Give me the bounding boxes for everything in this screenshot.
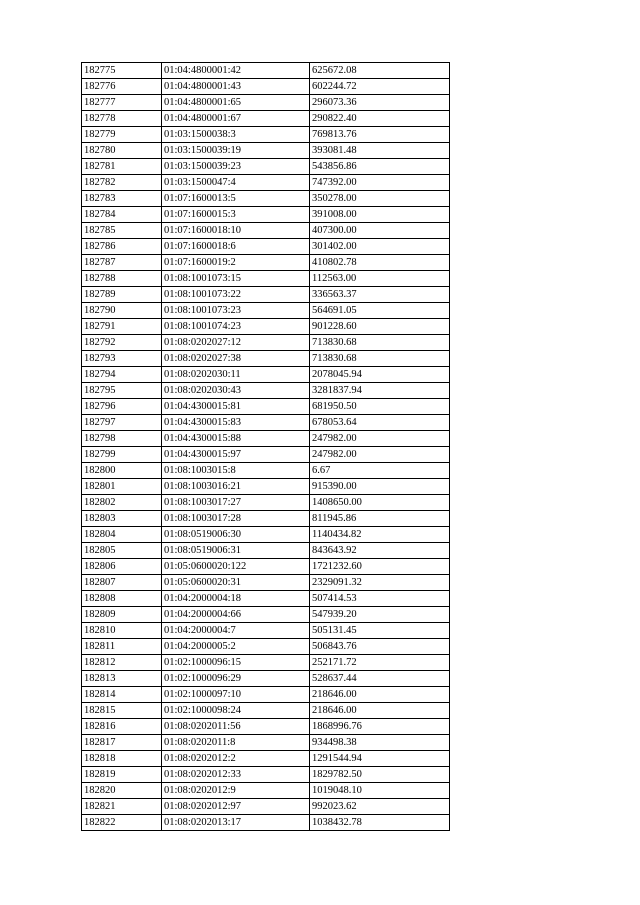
value-cell: 901228.60 [310,319,450,335]
table-row [82,751,450,767]
row-id-cell: 182799 [82,447,162,463]
table-row [82,303,450,319]
value-cell: 564691.05 [310,303,450,319]
cadastral-number-cell: 01:04:4800001:67 [162,111,310,127]
cadastral-number-cell: 01:02:1000096:29 [162,671,310,687]
table-row [82,447,450,463]
row-id-cell: 182805 [82,543,162,559]
cadastral-number-cell: 01:08:1001073:22 [162,287,310,303]
value-cell: 992023.62 [310,799,450,815]
table-row [82,207,450,223]
cadastral-number-cell: 01:08:0202027:12 [162,335,310,351]
value-cell: 2329091.32 [310,575,450,591]
value-cell: 252171.72 [310,655,450,671]
cadastral-number-cell: 01:08:0202027:38 [162,351,310,367]
value-cell: 247982.00 [310,431,450,447]
row-id-cell: 182791 [82,319,162,335]
table-row [82,351,450,367]
cadastral-number-cell: 01:04:2000005:2 [162,639,310,655]
row-id-cell: 182780 [82,143,162,159]
row-id-cell: 182796 [82,399,162,415]
value-cell: 290822.40 [310,111,450,127]
value-cell: 1038432.78 [310,815,450,831]
row-id-cell: 182819 [82,767,162,783]
table-row [82,223,450,239]
row-id-cell: 182814 [82,687,162,703]
value-cell: 915390.00 [310,479,450,495]
value-cell: 681950.50 [310,399,450,415]
row-id-cell: 182776 [82,79,162,95]
value-cell: 713830.68 [310,335,450,351]
cadastral-number-cell: 01:08:0202012:9 [162,783,310,799]
row-id-cell: 182812 [82,655,162,671]
value-cell: 934498.38 [310,735,450,751]
table-row [82,79,450,95]
table-row [82,687,450,703]
cadastral-number-cell: 01:08:1003015:8 [162,463,310,479]
cadastral-number-cell: 01:05:0600020:31 [162,575,310,591]
cadastral-number-cell: 01:08:1001073:23 [162,303,310,319]
table-row [82,735,450,751]
value-cell: 301402.00 [310,239,450,255]
table-row [82,271,450,287]
table-row [82,639,450,655]
value-cell: 6.67 [310,463,450,479]
value-cell: 1019048.10 [310,783,450,799]
value-cell: 350278.00 [310,191,450,207]
table-row [82,287,450,303]
row-id-cell: 182810 [82,623,162,639]
table-row [82,335,450,351]
value-cell: 391008.00 [310,207,450,223]
cadastral-number-cell: 01:04:4300015:88 [162,431,310,447]
cadastral-number-cell: 01:04:2000004:7 [162,623,310,639]
table-row [82,479,450,495]
value-cell: 528637.44 [310,671,450,687]
table-row [82,367,450,383]
cadastral-number-cell: 01:04:4300015:81 [162,399,310,415]
value-cell: 713830.68 [310,351,450,367]
cadastral-number-cell: 01:08:0202011:8 [162,735,310,751]
row-id-cell: 182820 [82,783,162,799]
value-cell: 1408650.00 [310,495,450,511]
cadastral-number-cell: 01:08:0202012:33 [162,767,310,783]
table-row [82,191,450,207]
row-id-cell: 182822 [82,815,162,831]
row-id-cell: 182798 [82,431,162,447]
cadastral-number-cell: 01:04:2000004:66 [162,607,310,623]
row-id-cell: 182777 [82,95,162,111]
cadastral-number-cell: 01:04:4300015:83 [162,415,310,431]
row-id-cell: 182807 [82,575,162,591]
row-id-cell: 182809 [82,607,162,623]
value-cell: 247982.00 [310,447,450,463]
row-id-cell: 182813 [82,671,162,687]
table-row [82,431,450,447]
table-row [82,319,450,335]
cadastral-number-cell: 01:08:0519006:30 [162,527,310,543]
cadastral-number-cell: 01:04:2000004:18 [162,591,310,607]
value-cell: 507414.53 [310,591,450,607]
value-cell: 602244.72 [310,79,450,95]
cadastral-number-cell: 01:08:1003017:27 [162,495,310,511]
table-row [82,671,450,687]
cadastral-number-cell: 01:08:0202012:2 [162,751,310,767]
cadastral-number-cell: 01:02:1000097:10 [162,687,310,703]
value-cell: 2078045.94 [310,367,450,383]
value-cell: 410802.78 [310,255,450,271]
table-row [82,175,450,191]
value-cell: 407300.00 [310,223,450,239]
cadastral-number-cell: 01:02:1000098:24 [162,703,310,719]
cadastral-number-cell: 01:08:0202030:11 [162,367,310,383]
table-row [82,95,450,111]
cadastral-number-cell: 01:03:1500039:19 [162,143,310,159]
table-row [82,655,450,671]
table-row [82,159,450,175]
value-cell: 678053.64 [310,415,450,431]
row-id-cell: 182797 [82,415,162,431]
table-row [82,719,450,735]
table-row [82,575,450,591]
cadastral-number-cell: 01:08:0202012:97 [162,799,310,815]
cadastral-number-cell: 01:08:0202030:43 [162,383,310,399]
cadastral-number-cell: 01:08:1003017:28 [162,511,310,527]
table-row [82,239,450,255]
cadastral-number-cell: 01:08:0202013:17 [162,815,310,831]
table-body [82,63,450,831]
cadastral-number-cell: 01:04:4800001:42 [162,63,310,79]
row-id-cell: 182792 [82,335,162,351]
value-cell: 843643.92 [310,543,450,559]
table-row [82,399,450,415]
row-id-cell: 182804 [82,527,162,543]
row-id-cell: 182786 [82,239,162,255]
cadastral-number-cell: 01:04:4800001:65 [162,95,310,111]
value-cell: 505131.45 [310,623,450,639]
table-row [82,511,450,527]
row-id-cell: 182817 [82,735,162,751]
row-id-cell: 182788 [82,271,162,287]
cadastral-number-cell: 01:07:1600013:5 [162,191,310,207]
cadastral-number-cell: 01:07:1600015:3 [162,207,310,223]
row-id-cell: 182793 [82,351,162,367]
cadastral-number-cell: 01:08:0519006:31 [162,543,310,559]
value-cell: 543856.86 [310,159,450,175]
row-id-cell: 182789 [82,287,162,303]
row-id-cell: 182779 [82,127,162,143]
cadastral-number-cell: 01:05:0600020:122 [162,559,310,575]
value-cell: 393081.48 [310,143,450,159]
value-cell: 547939.20 [310,607,450,623]
table-row [82,495,450,511]
cadastral-number-cell: 01:07:1600019:2 [162,255,310,271]
value-cell: 296073.36 [310,95,450,111]
value-cell: 1140434.82 [310,527,450,543]
row-id-cell: 182821 [82,799,162,815]
table-row [82,463,450,479]
row-id-cell: 182806 [82,559,162,575]
row-id-cell: 182794 [82,367,162,383]
value-cell: 3281837.94 [310,383,450,399]
table-row [82,799,450,815]
value-cell: 218646.00 [310,687,450,703]
table-row [82,383,450,399]
cadastral-number-cell: 01:08:1001074:23 [162,319,310,335]
cadastral-number-cell: 01:03:1500039:23 [162,159,310,175]
row-id-cell: 182775 [82,63,162,79]
table-row [82,591,450,607]
row-id-cell: 182790 [82,303,162,319]
cadastral-number-cell: 01:03:1500038:3 [162,127,310,143]
cadastral-number-cell: 01:03:1500047:4 [162,175,310,191]
value-cell: 112563.00 [310,271,450,287]
table-row [82,111,450,127]
table-row [82,63,450,79]
table-row [82,127,450,143]
table-row [82,815,450,831]
data-table [81,62,450,831]
table-row [82,767,450,783]
table-row [82,783,450,799]
cadastral-number-cell: 01:08:1003016:21 [162,479,310,495]
value-cell: 336563.37 [310,287,450,303]
row-id-cell: 182811 [82,639,162,655]
row-id-cell: 182782 [82,175,162,191]
row-id-cell: 182783 [82,191,162,207]
row-id-cell: 182815 [82,703,162,719]
row-id-cell: 182787 [82,255,162,271]
row-id-cell: 182808 [82,591,162,607]
table-row [82,703,450,719]
value-cell: 1291544.94 [310,751,450,767]
row-id-cell: 182778 [82,111,162,127]
table-row [82,255,450,271]
value-cell: 747392.00 [310,175,450,191]
value-cell: 218646.00 [310,703,450,719]
table-row [82,623,450,639]
table-row [82,527,450,543]
row-id-cell: 182816 [82,719,162,735]
row-id-cell: 182818 [82,751,162,767]
row-id-cell: 182800 [82,463,162,479]
row-id-cell: 182785 [82,223,162,239]
row-id-cell: 182802 [82,495,162,511]
cadastral-number-cell: 01:04:4800001:43 [162,79,310,95]
value-cell: 769813.76 [310,127,450,143]
table-row [82,543,450,559]
value-cell: 1868996.76 [310,719,450,735]
cadastral-number-cell: 01:07:1600018:6 [162,239,310,255]
cadastral-number-cell: 01:02:1000096:15 [162,655,310,671]
table-row [82,607,450,623]
table-row [82,415,450,431]
row-id-cell: 182784 [82,207,162,223]
table-row [82,559,450,575]
row-id-cell: 182803 [82,511,162,527]
cadastral-number-cell: 01:08:0202011:56 [162,719,310,735]
value-cell: 1829782.50 [310,767,450,783]
row-id-cell: 182795 [82,383,162,399]
row-id-cell: 182801 [82,479,162,495]
value-cell: 811945.86 [310,511,450,527]
cadastral-number-cell: 01:04:4300015:97 [162,447,310,463]
cadastral-number-cell: 01:08:1001073:15 [162,271,310,287]
value-cell: 625672.08 [310,63,450,79]
cadastral-number-cell: 01:07:1600018:10 [162,223,310,239]
table-row [82,143,450,159]
value-cell: 1721232.60 [310,559,450,575]
row-id-cell: 182781 [82,159,162,175]
value-cell: 506843.76 [310,639,450,655]
